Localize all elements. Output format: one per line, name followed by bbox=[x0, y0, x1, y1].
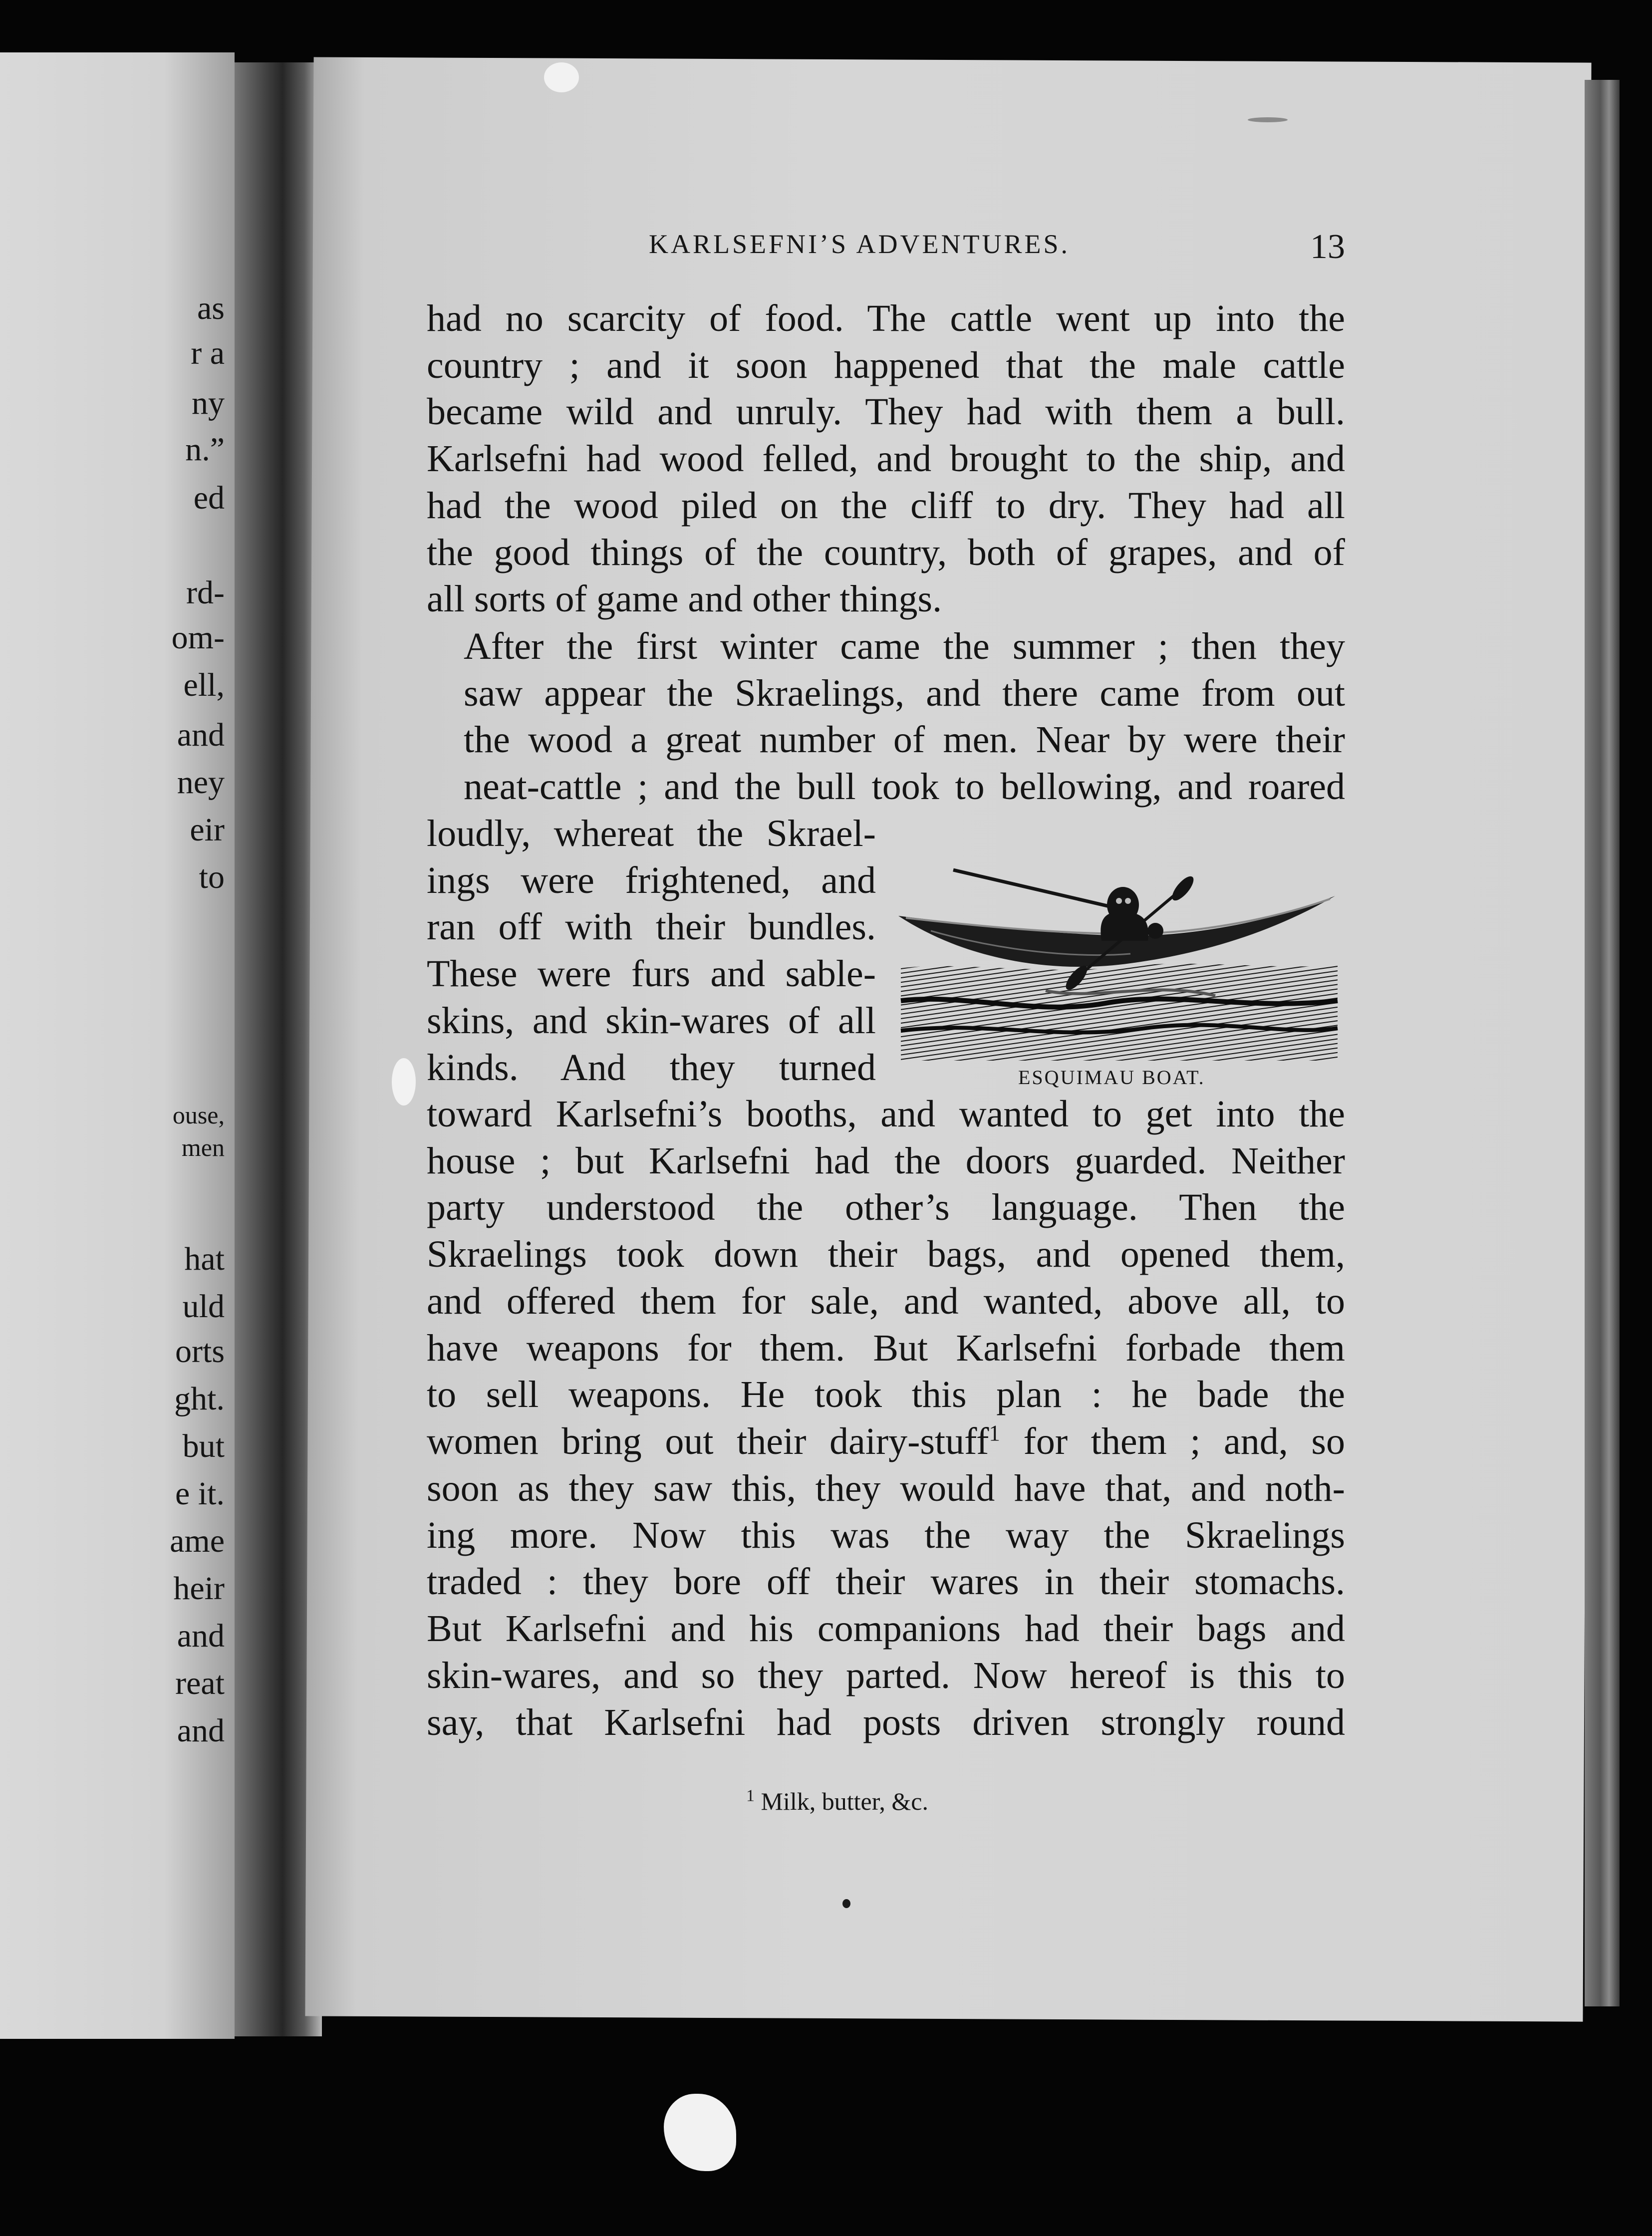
left-page-fragment: ney bbox=[177, 764, 225, 801]
left-page-fragment: ell, bbox=[183, 667, 225, 703]
left-page-fragment: ght. bbox=[174, 1381, 225, 1417]
running-head: KARLSEFNI’S ADVENTURES. bbox=[649, 229, 1071, 259]
esquimau-boat-engraving bbox=[896, 851, 1343, 1093]
left-page-fragment: eir bbox=[190, 812, 225, 848]
text-line: ing more. Now this was the way the Skraelings bbox=[427, 1514, 1345, 1556]
left-page-fragment: ouse, bbox=[172, 1101, 225, 1129]
left-page-fragment: to bbox=[199, 859, 225, 895]
text-line: toward Karlsefni’s booths, and wanted to get into the bbox=[427, 1093, 1345, 1135]
scan-speck bbox=[392, 1058, 416, 1106]
paragraph-2-wrapped bbox=[427, 811, 876, 1091]
text-line: and offered them for sale, and wanted, above all, to bbox=[427, 1280, 1345, 1322]
text-line: the good things of the country, both of grapes, and of bbox=[427, 531, 1345, 573]
text-line: traded : they bore off their wares in their stomachs. bbox=[427, 1561, 1345, 1603]
left-page-fragment: om- bbox=[171, 619, 225, 656]
text-line: ings were frightened, and bbox=[427, 859, 876, 901]
text-line: to sell weapons. He took this plan : he bade the bbox=[427, 1374, 1345, 1416]
text-line: saw appear the Skraelings, and there came from out bbox=[464, 672, 1345, 714]
scan-speck bbox=[1248, 117, 1288, 122]
left-page-fragment: ame bbox=[170, 1523, 225, 1559]
footnote-reference-line: women bring out their dairy-stuff$^1$ for them ; and, so bbox=[427, 1420, 1345, 1462]
text-line: house ; but Karlsefni had the doors guarded. Neither bbox=[427, 1139, 1345, 1182]
footnote-number: 1 bbox=[746, 1786, 755, 1805]
left-page-fragment: e it. bbox=[175, 1475, 225, 1512]
footnote-marker: 1 bbox=[989, 1420, 1000, 1446]
left-page-fragment: and bbox=[177, 717, 225, 753]
text-line: kinds. And they turned bbox=[427, 1046, 876, 1089]
figure-caption: ESQUIMAU BOAT. bbox=[1018, 1066, 1205, 1089]
text-line: skins, and skin-wares of all bbox=[427, 999, 876, 1042]
paragraph-2-opening bbox=[427, 623, 1345, 811]
harpoon bbox=[953, 870, 1133, 912]
footnote-text: Milk, butter, &c. bbox=[755, 1787, 928, 1815]
text-line: neat-cattle ; and the bull took to bellowing, and roared bbox=[464, 766, 1345, 808]
page-number: 13 bbox=[1310, 228, 1345, 266]
text-line: soon as they saw this, they would have that, and noth- bbox=[427, 1467, 1345, 1509]
scan-speck bbox=[544, 62, 579, 92]
left-page-fragment: reat bbox=[175, 1665, 225, 1701]
text-line: ran off with their bundles. bbox=[427, 906, 876, 948]
left-page-fragment: uld bbox=[182, 1288, 225, 1325]
text-line: all sorts of game and other things. bbox=[427, 578, 942, 620]
text-line: skin-wares, and so they parted. Now hereof is this to bbox=[427, 1654, 1345, 1696]
left-page-fragment: orts bbox=[175, 1333, 225, 1370]
footnote bbox=[746, 1787, 928, 1816]
left-page-fragment: rd- bbox=[186, 574, 225, 611]
text-line: After the first winter came the summer ; then they bbox=[464, 625, 1345, 667]
left-page-fragment: men bbox=[181, 1133, 225, 1161]
text-line: country ; and it soon happened that the male cattle bbox=[427, 344, 1345, 386]
text-line: But Karlsefni and his companions had their bags and bbox=[427, 1608, 1345, 1650]
text-line: had the wood piled on the cliff to dry. They had all bbox=[427, 484, 1345, 527]
left-page-fragment: but bbox=[182, 1428, 225, 1464]
text-line: the wood a great number of men. Near by were their bbox=[464, 719, 1345, 761]
left-page-fragment: and bbox=[177, 1618, 225, 1654]
text-line: have weapons for them. But Karlsefni forbade them bbox=[427, 1327, 1345, 1369]
left-page-fragment: ny bbox=[192, 385, 225, 421]
text-line: Karlsefni had wood felled, and brought to the ship, and bbox=[427, 438, 1345, 480]
left-page-fragment: n.” bbox=[185, 431, 225, 468]
left-page-fragment: heir bbox=[173, 1570, 225, 1607]
text-line: had no scarcity of food. The cattle went up into the bbox=[427, 297, 1345, 339]
text-line: say, that Karlsefni had posts driven strongly round bbox=[427, 1701, 1345, 1743]
left-page-fragment: hat bbox=[184, 1241, 225, 1277]
text-line: These were furs and sable- bbox=[427, 953, 876, 995]
left-page-fragment: ed bbox=[193, 480, 225, 516]
left-page-fragment: as bbox=[197, 290, 225, 326]
text-line: loudly, whereat the Skrael- bbox=[427, 813, 876, 854]
text-line: Skraelings took down their bags, and opened them, bbox=[427, 1233, 1345, 1276]
paragraph-2-end bbox=[427, 1465, 1345, 1746]
left-page-fragment: r a bbox=[191, 335, 225, 371]
page-edge-stack bbox=[1585, 80, 1620, 2006]
paragraph-1 bbox=[427, 295, 1345, 623]
signature-dot bbox=[842, 1899, 850, 1908]
sea-waves bbox=[901, 964, 1338, 1061]
left-page-fragment: and bbox=[177, 1712, 225, 1749]
text-line: party understood the other’s language. Then the bbox=[427, 1186, 1345, 1229]
paragraph-2-continued bbox=[427, 1091, 1345, 1418]
text-line: became wild and unruly. They had with them a bull. bbox=[427, 391, 1345, 433]
